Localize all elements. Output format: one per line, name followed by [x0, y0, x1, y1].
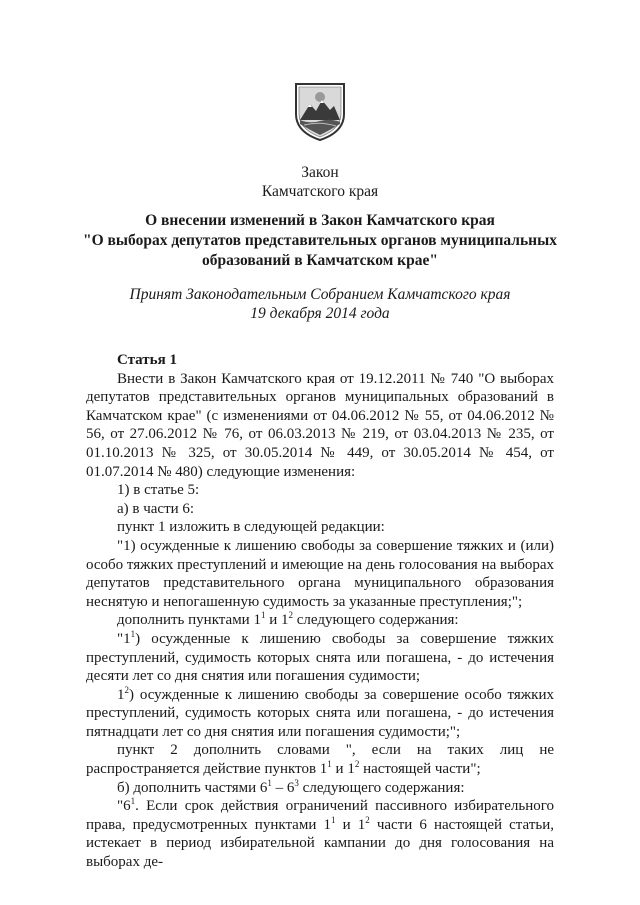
adoption-line-1: Принят Законодательным Собранием Камчатского края: [129, 286, 511, 303]
kamchatka-coat-of-arms-icon: [290, 80, 350, 142]
point-1-2-text: $1^2$) осужденные к лишению свободы за совершение особо тяжких преступлений, судимость которых снята или погашена, - до истечения пятнадцати лет со дня снятия или погашения судимости;";: [86, 684, 554, 740]
adoption-date: 19 декабря 2014 года: [250, 305, 390, 322]
law-word: Закон: [301, 164, 339, 181]
adoption-note: [70, 285, 570, 323]
point-2-amendment: пункт 2 дополнить словами ", если на таких лиц не распространяется действие пунктов $1^1$ и $1^2$ настоящей части";: [86, 742, 554, 778]
article-body: [86, 351, 554, 872]
law-title-line-3: образований в Камчатском крае": [202, 252, 438, 269]
part-6-1-text: "$6^1$. Если срок действия ограничений пассивного избирательного права, предусмотренных пунктами $1^1$ и $1^2$ части 6 настоящей статьи, истекает в период избирательной кампании до дня голосования на выборах де-: [86, 796, 554, 871]
article-heading: Статья 1: [117, 352, 177, 368]
item-a: а) в части 6:: [117, 500, 195, 517]
point-1-1-text: "$1^1$) осужденные к лишению свободы за совершение тяжких преступлений, судимость которых снята или погашена, - до истечения десяти лет со дня снятия или погашения судимости;: [86, 628, 554, 685]
law-header: [70, 163, 570, 201]
region-name: Камчатского края: [261, 183, 379, 200]
law-title-line-1: О внесении изменений в Закон Камчатского края: [145, 212, 495, 229]
add-points-line: дополнить пунктами $1^1$ и $1^2$ следующего содержания:: [117, 610, 459, 629]
law-title: [70, 211, 570, 271]
article-intro: Внести в Закон Камчатского края от 19.12.2011 № 740 "О выборах депутатов представительных органов муниципальных образований в Камчатском крае" (с изменениями от 04.06.2012 № 55, от 04.06.2012 № 56, от 27.06.2012 № 76, от 06.03.2013 № 219, от 03.04.2013 № 235, от 01.10.2013 № 325, от 30.05.2014 № 449, от 30.05.2014 № 454, от 01.07.2014 № 480) следующие изменения:: [86, 370, 554, 480]
law-title-line-2: "О выборах депутатов представительных органов муниципальных: [83, 232, 557, 249]
point-1-text: "1) осужденные к лишению свободы за совершение тяжких и (или) особо тяжких преступлений и имеющие на день голосования на выборах депутатов представительного органа муниципального образования неснятую и непогашенную судимость за указанные преступления;";: [86, 537, 554, 610]
point-1-intro: пункт 1 изложить в следующей редакции:: [117, 519, 385, 536]
item-b: б) дополнить частями $6^1 - 6^3$ следующего содержания:: [117, 777, 465, 796]
item-1: 1) в статье 5:: [117, 482, 200, 499]
